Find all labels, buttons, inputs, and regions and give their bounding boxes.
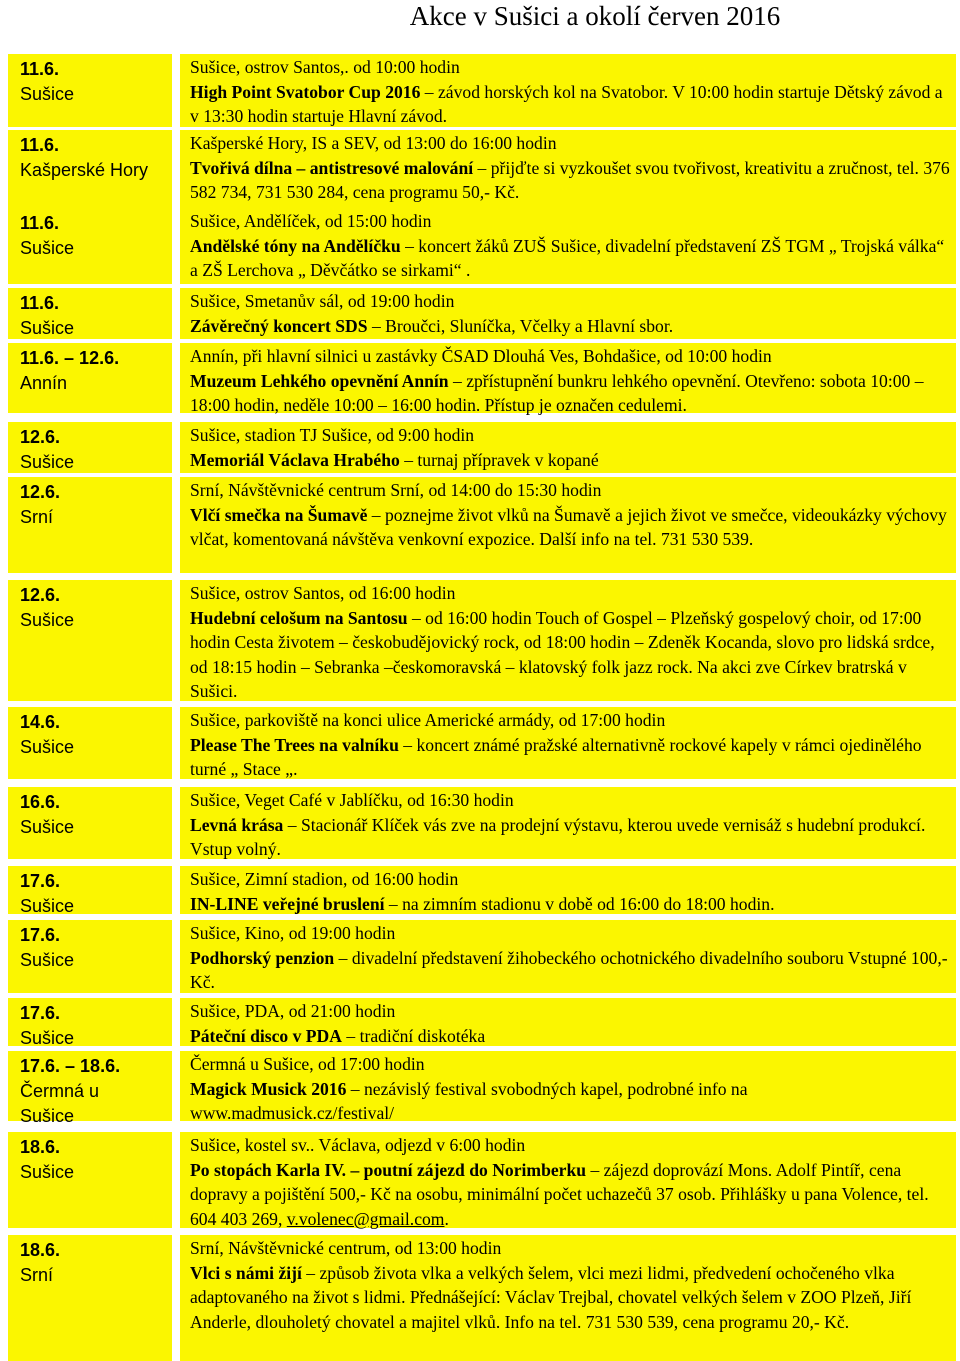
event-date-cell: [8, 130, 172, 209]
event-details: – koncert známé pražské alternativně rockové kapely v rámci ojedinělého turné „ Stace „.: [190, 734, 922, 780]
event-date: 11.6.: [20, 293, 60, 313]
event-date: 18.6.: [20, 1240, 61, 1260]
event-place: Sušice: [20, 238, 75, 258]
event-name: Závěrečný koncert SDS: [190, 315, 368, 336]
event-date-cell: [8, 787, 172, 859]
event-name: Vlčí smečka na Šumavě: [190, 504, 368, 525]
event-venue: Sušice, parkoviště na konci ulice Americké armády, od 17:00 hodin: [190, 710, 666, 730]
event-date-cell: [8, 422, 172, 473]
event-details-tail: .: [444, 1208, 449, 1229]
event-details: – Broučci, Sluníčka, Včelky a Hlavní sbor.: [367, 315, 674, 336]
event-row: [8, 343, 956, 416]
event-name: Levná krása: [190, 814, 284, 835]
event-venue: Srní, Návštěvnické centrum, od 13:00 hodin: [190, 1238, 502, 1258]
event-place: Kašperské Hory: [20, 160, 149, 180]
event-description-cell: [180, 130, 956, 209]
event-description-cell: [180, 787, 956, 859]
event-description-cell: [180, 54, 956, 127]
event-place: Sušice: [20, 610, 75, 630]
event-name: Please The Trees na valníku: [190, 734, 399, 755]
event-details: – Stacionář Klíček vás zve na prodejní výstavu, kterou uvede vernisáž s hudební produkcí. Vstup volný.: [190, 814, 926, 860]
event-date: 12.6.: [20, 585, 61, 605]
event-place: Sušice: [20, 817, 75, 837]
event-name: Tvořivá dílna – antistresové malování: [190, 157, 474, 178]
event-date: 16.6.: [20, 792, 61, 812]
event-description-cell: [180, 998, 956, 1046]
event-row: [8, 998, 956, 1046]
event-venue: Sušice, Zimní stadion, od 16:00 hodin: [190, 869, 459, 889]
event-place: Srní: [20, 1265, 54, 1285]
event-email-link[interactable]: v.volenec@gmail.com: [286, 1208, 445, 1229]
event-venue: Sušice, stadion TJ Sušice, od 9:00 hodin: [190, 425, 475, 445]
event-date: 12.6.: [20, 482, 61, 502]
event-details: – od 16:00 hodin Touch of Gospel – Plzeňský gospelový choir, od 17:00 hodin Cesta životem – českobudějovický rock, od 18:00 hodin – Zdeněk Kocanda, slovo pro lidská srdce, od 18:15 hodin – Sebranka –českomoravská – klatovský folk jazz rock. Na akci zve Církev bratrská v Sušici.: [190, 607, 935, 702]
event-row: [8, 920, 956, 993]
event-date-cell: [8, 920, 172, 993]
event-place: Sušice: [20, 896, 75, 916]
event-date: 14.6.: [20, 712, 61, 732]
event-row: [8, 707, 956, 779]
event-date-cell: [8, 54, 172, 127]
event-row: [8, 288, 956, 339]
event-row: [8, 866, 956, 914]
event-place: Sušice: [20, 737, 75, 757]
event-description-cell: [180, 477, 956, 573]
event-row: [8, 54, 956, 127]
event-date-cell: [8, 208, 172, 284]
event-description-cell: [180, 580, 956, 701]
event-details: – tradiční diskotéka: [341, 1025, 486, 1046]
event-date-cell: [8, 1132, 172, 1228]
page-title-text: Akce v Sušici a okolí červen 2016: [409, 1, 781, 31]
event-venue: Sušice, Veget Café v Jablíčku, od 16:30 hodin: [190, 790, 514, 810]
event-details: – přijďte si vyzkoušet svou tvořivost, kreativitu a zručnost, tel. 376 582 734, 731 530 284, cena programu 50,- Kč.: [190, 157, 950, 203]
event-description-cell: [180, 1132, 956, 1228]
event-details: – zpřístupnění bunkru lehkého opevnění. Otevřeno: sobota 10:00 – 18:00 hodin, neděle 10:00 – 16:00 hodin. Přístup je označen cedulemi.: [190, 370, 924, 416]
event-name: Andělské tóny na Andělíčku: [190, 235, 401, 256]
event-row: [8, 580, 956, 701]
event-description-cell: [180, 208, 956, 284]
event-details: – nezávislý festival svobodných kapel, podrobné info na www.madmusick.cz/festival/: [190, 1078, 748, 1124]
event-description-cell: [180, 707, 956, 779]
event-description-cell: [180, 343, 956, 416]
event-place: Annín: [20, 373, 68, 393]
event-venue: Čermná u Sušice, od 17:00 hodin: [190, 1054, 425, 1074]
event-date: 17.6.: [20, 871, 61, 891]
event-venue: Sušice, Smetanův sál, od 19:00 hodin: [190, 291, 455, 311]
event-description-cell: [180, 866, 956, 914]
event-venue: Sušice, Andělíček, od 15:00 hodin: [190, 211, 432, 231]
event-details: – koncert žáků ZUŠ Sušice, divadelní představení ZŠ TGM „ Trojská válka“ a ZŠ Lerchova „ Děvčátko se sirkami“ .: [190, 235, 945, 281]
event-venue: Sušice, kostel sv.. Václava, odjezd v 6:00 hodin: [190, 1135, 526, 1155]
event-place: Sušice: [20, 318, 75, 338]
event-venue: Srní, Návštěvnické centrum Srní, od 14:00 do 15:30 hodin: [190, 480, 602, 500]
event-place: Sušice: [20, 950, 75, 970]
event-date-cell: [8, 707, 172, 779]
event-row: [8, 1235, 956, 1361]
event-place: Sušice: [20, 452, 75, 472]
event-date: 17.6.: [20, 1003, 61, 1023]
event-name: Vlci s námi žijí: [190, 1262, 302, 1283]
event-description-cell: [180, 1051, 956, 1124]
event-place: Sušice: [20, 1028, 75, 1048]
event-date-cell: [8, 1235, 172, 1361]
event-date: 17.6. – 18.6.: [20, 1056, 121, 1076]
event-name: High Point Svatobor Cup 2016: [190, 81, 421, 102]
event-place: Sušice: [20, 1162, 75, 1182]
event-name: Magick Musick 2016: [190, 1078, 347, 1099]
event-venue: Sušice, Kino, od 19:00 hodin: [190, 923, 396, 943]
event-row: [8, 787, 956, 859]
event-row: [8, 130, 956, 209]
event-row: [8, 422, 956, 473]
event-date-cell: [8, 477, 172, 573]
event-venue: Sušice, ostrov Santos,. od 10:00 hodin: [190, 57, 460, 77]
event-date: 12.6.: [20, 427, 61, 447]
event-date-cell: [8, 580, 172, 701]
event-place-line2: Sušice: [20, 1106, 75, 1126]
event-details: – turnaj přípravek v kopané: [399, 449, 599, 470]
event-name: Hudební celošum na Santosu: [190, 607, 408, 628]
event-name: Páteční disco v PDA: [190, 1025, 342, 1046]
event-place: Srní: [20, 507, 54, 527]
event-date: 11.6. – 12.6.: [20, 348, 120, 368]
event-date: 11.6.: [20, 135, 60, 155]
event-details: – divadelní představení žihobeckého ochotnického divadelního souboru Vstupné 100,- Kč.: [190, 947, 948, 993]
event-description-cell: [180, 920, 956, 993]
event-row: [8, 1051, 956, 1126]
event-date-cell: [8, 288, 172, 339]
event-name: Muzeum Lehkého opevnění Annín: [190, 370, 449, 391]
event-row: [8, 208, 956, 284]
event-row: [8, 1132, 956, 1228]
event-details: – způsob života vlka a velkých šelem, vlci mezi lidmi, předvedení ochočeného vlka adaptovaného na život s lidmi. Přednášející: Václav Trejbal, chovatel velkých šelem v ZOO Plzeň, Jiří Anderle, dlouholetý chovatel a majitel vlků. Info na tel. 731 530 539, cena programu 20,- Kč.: [190, 1262, 912, 1332]
event-description-cell: [180, 422, 956, 473]
event-description-cell: [180, 1235, 956, 1361]
event-name: Podhorský penzion: [190, 947, 335, 968]
event-description-cell: [180, 288, 956, 339]
event-date-cell: [8, 1051, 172, 1126]
event-date-cell: [8, 998, 172, 1046]
event-details: – závod horských kol na Svatobor. V 10:00 hodin startuje Dětský závod a v 13:30 hodin startuje Hlavní závod.: [190, 81, 943, 127]
event-date: 17.6.: [20, 925, 61, 945]
event-date: 18.6.: [20, 1137, 61, 1157]
event-name: IN-LINE veřejné bruslení: [190, 893, 385, 914]
event-venue: Kašperské Hory, IS a SEV, od 13:00 do 16:00 hodin: [190, 133, 557, 153]
event-date-cell: [8, 866, 172, 914]
page-title: [0, 0, 960, 36]
event-venue: Sušice, PDA, od 21:00 hodin: [190, 1001, 396, 1021]
event-details: – zájezd doprovází Mons. Adolf Pintíř, cena dopravy a pojištění 500,- Kč na osobu, minimální počet uchazečů 37 osob. Přihlášky u pana Volence, tel. 604 403 269,: [190, 1159, 929, 1229]
event-date: 11.6.: [20, 59, 60, 79]
event-details: – poznejme život vlků na Šumavě a jejich život ve smečce, videoukázky výchovy vlčat, komentovaná návštěva venkovní expozice. Další info na tel. 731 530 539.: [190, 504, 947, 550]
event-place: Čermná u: [20, 1081, 100, 1101]
event-venue: Sušice, ostrov Santos, od 16:00 hodin: [190, 583, 456, 603]
event-place: Sušice: [20, 84, 75, 104]
event-date: 11.6.: [20, 213, 60, 233]
event-name: Po stopách Karla IV. – poutní zájezd do Norimberku: [190, 1159, 587, 1180]
event-venue: Annín, při hlavní silnici u zastávky ČSAD Dlouhá Ves, Bohdašice, od 10:00 hodin: [190, 346, 772, 366]
event-date-cell: [8, 343, 172, 413]
event-name: Memoriál Václava Hrabého: [190, 449, 400, 470]
event-details: – na zimním stadionu v době od 16:00 do 18:00 hodin.: [384, 893, 775, 914]
event-row: [8, 477, 956, 573]
